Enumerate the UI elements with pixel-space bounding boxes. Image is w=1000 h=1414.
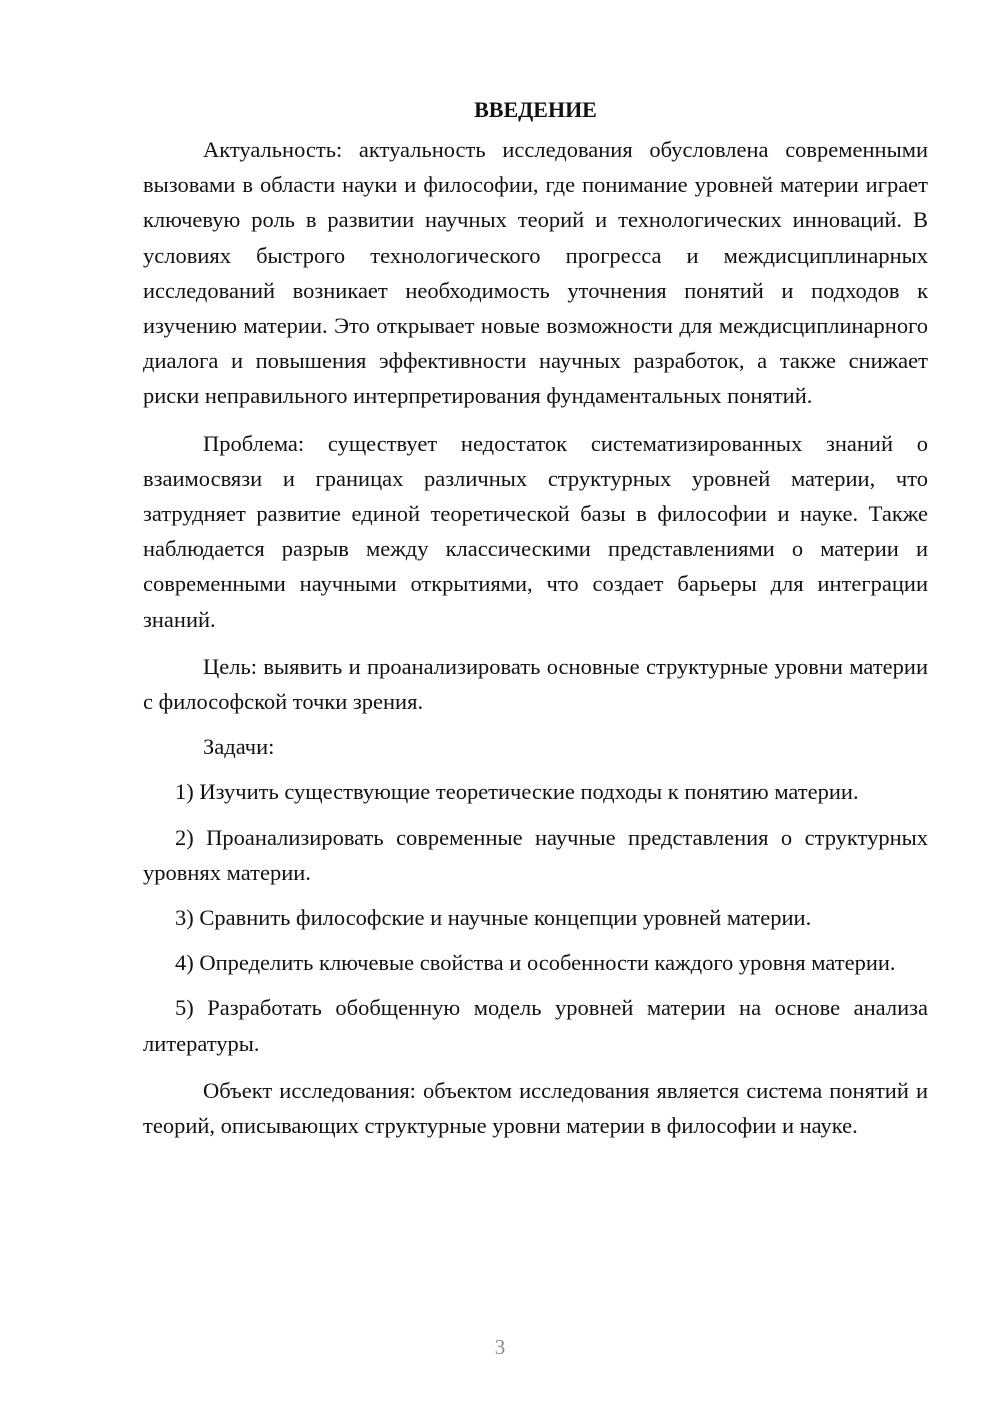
problem-paragraph: Проблема: существует недостаток систематизированных знаний о взаимосвязи и границах различных структурных уровней материи, что затрудняет развитие единой теоретической базы в философии и науке. Также наблюдается разрыв между классическими представлениями о материи и современными научными открытиями, что создает барьеры для интеграции знаний. [143,430,928,632]
goal-paragraph: Цель: выявить и проанализировать основные структурные уровни материи с философской точки зрения. [143,653,928,715]
tasks-list [143,774,928,1060]
section-heading: ВВЕДЕНИЕ [474,97,597,122]
task-item: 2) Проанализировать современные научные представления о структурных уровнях материи. [143,824,928,885]
document-page [143,92,928,1143]
tasks-label: Задачи: [203,734,275,760]
task-item: 1) Изучить существующие теоретические подходы к понятию материи. [175,779,859,805]
relevance-paragraph: Актуальность: актуальность исследования обусловлена современными вызовами в области науки и философии, где понимание уровней материи играет ключевую роль в развитии научных теорий и технологических инноваций. В условиях быстрого технологического прогресса и междисциплинарных исследований возникает необходимость уточнения понятий и подходов к изучению материи. Это открывает новые возможности для междисциплинарного диалога и повышения эффективности научных разработок, а также снижает риски неправильного интерпретирования фундаментальных понятий. [143,137,928,409]
object-paragraph: Объект исследования: объектом исследования является система понятий и теорий, описывающих структурные уровни материи в философии и науке. [143,1077,928,1139]
page-number: 3 [494,1335,506,1359]
task-item: 3) Сравнить философские и научные концепции уровней материи. [175,905,812,931]
task-item: 4) Определить ключевые свойства и особенности каждого уровня материи. [175,950,896,976]
task-item: 5) Разработать обобщенную модель уровней материи на основе анализа литературы. [143,995,928,1056]
